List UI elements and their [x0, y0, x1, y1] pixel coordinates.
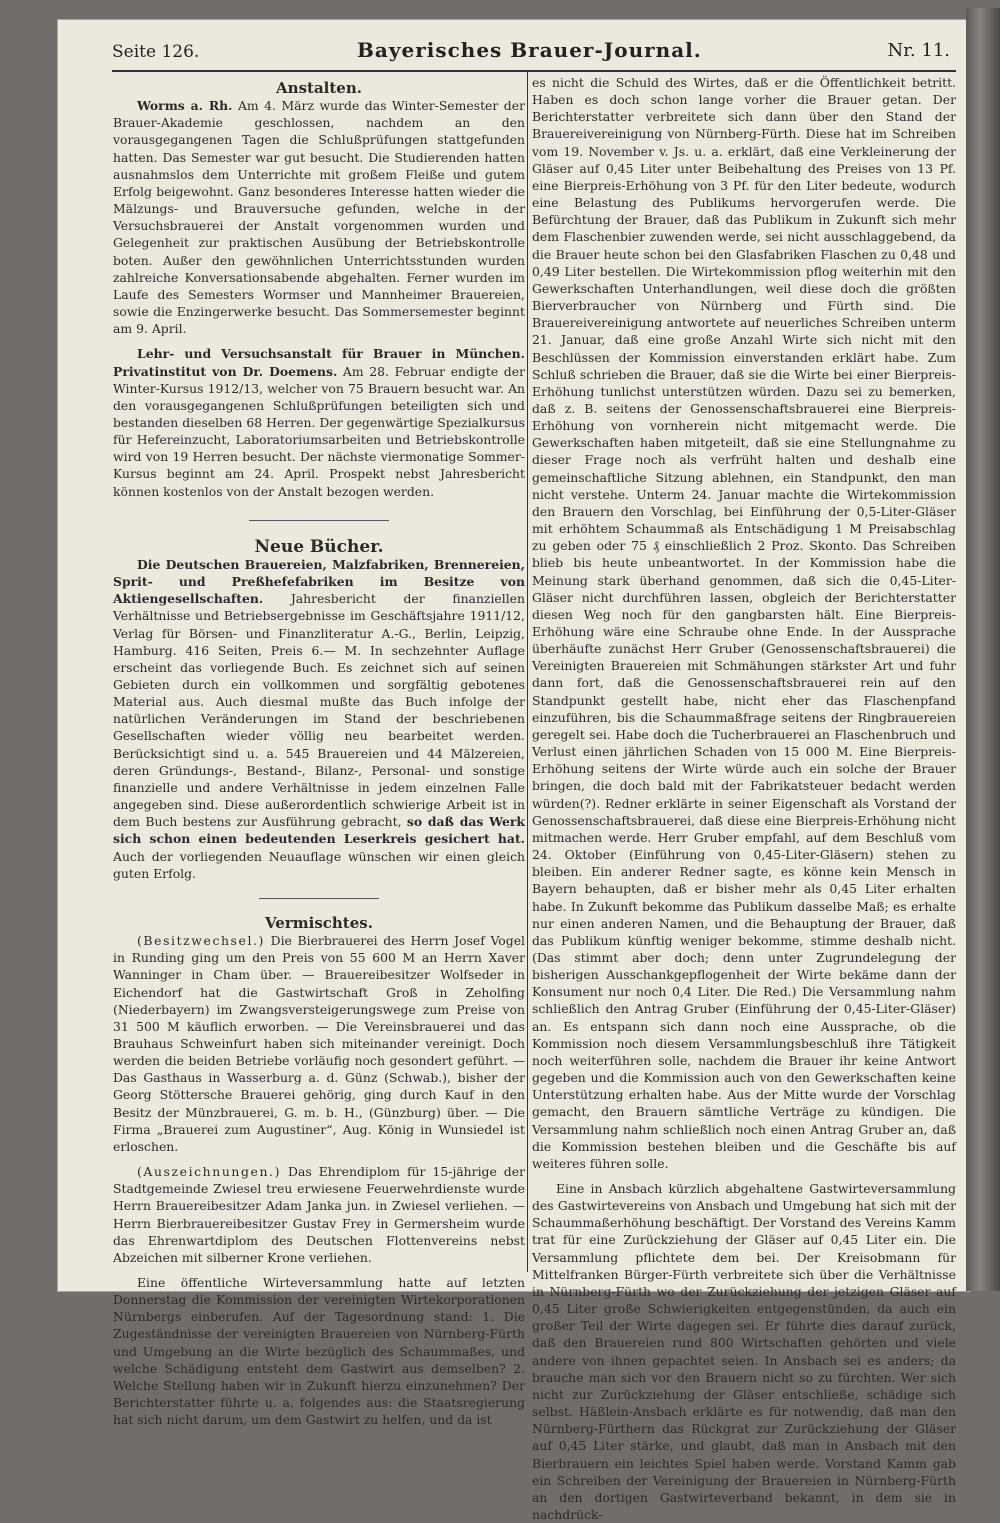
article-ansbach: Eine in Ansbach kürzlich abgehaltene Gastwirteversammlung des Gastwirtevereins von Ansbach und Umgebung hat sich mit der Schaummaßerhöhung beschäftigt. Der Vorstand des Vereins Kamm trat für eine Zurückziehung der Gläser auf 0,45 Liter ein. Die Versammlung pflichtete dem bei. Der Kreisobmann für Mittelfranken Bürger-Fürth verbreitete sich über die Verhältnisse in Nürnberg-Fürth wo der Zurückziehung der jetzigen Gläser auf 0,45 Liter große Schwierigkeiten entgegenstünden, da auch ein großer Teil der Wirte dagegen sei. Er führte dies darauf zurück, daß den Brauereien rund 800 Wirtschaften gehörten und viele andere von ihnen gepachtet seien. In Ansbach sei es anders; da brauche man sich vor den Brauern nicht so zu fürchten. Wer sich nicht zur Zurückziehung der Gläser entschließe, schädige sich selbst. Häßlein-Ansbach erklärte es für notwendig, daß man den Nürnberg-Fürthern das Rückgrat zur Zurückziehung der Gläser auf 0,45 Liter stärke, und glaubt, daß man in Ansbach mit den Bierbrauern ein leichtes Spiel haben werde. Vorstand Kamm gab ein Schreiben der Vereinigung der Brauereien in Nürnberg-Fürth an den dortigen Gastwirteverband bekannt, in dem sie in nachdrück- — [532, 1181, 956, 1522]
article-wirteversammlung: Eine öffentliche Wirteversammlung hatte auf letzten Donnerstag die Kommission der vereinigten Wirtekorporationen Nürnbergs einberufen. Auf der Tagesordnung stand: 1. Die Zugeständnisse der vereinigten Brauereien von Nürnberg-Fürth und Umgebung an die Wirte bezüglich des Schaummaßes, und welche Schädigung entsteht dem Gastwirt aus demselben? 2. Welche Stellung haben wir in Zukunft hierzu einzunehmen? Der Berichterstatter führte u. a. folgendes aus: die Staatsregierung hat sich nicht darum, um dem Gastwirt zu helfen, und da ist — [113, 1275, 525, 1428]
right-column — [532, 74, 956, 1522]
article-buecher-bold: so daß das Werk sich schon einen bedeutenden Leserkreis gesichert hat. — [113, 814, 525, 847]
article-continuation: es nicht die Schuld des Wirtes, daß er die Öffentlichkeit betritt. Haben es doch schon lange vorher die Brauer getan. Der Berichterstatter verbreitete sich dann über den Stand der Brauereivereinigung von Nürnberg-Fürth. Diese hat im Schreiben vom 19. November v. Js. u. a. erklärt, daß eine Verkleinerung der Gläser auf 0,45 Liter unter Beibehaltung des Preises von 13 Pf. eine Bierpreis-Erhöhung von 3 Pf. für den Liter bedeute, wodurch eine Belastung des Publikums hervorgerufen werde. Die Befürchtung der Brauer, daß das Publikum in Zukunft sich mehr dem Flaschenbier zuwenden werde, sei nicht ausschlaggebend, da die Brauer heute schon bei den Glasfabriken Flaschen zu 0,48 und 0,49 Liter bestellen. Die Wirtekommission pflog weiterhin mit den Gewerkschaften Unterhandlungen, weil diese doch die größten Bierverbraucher von Nürnberg und Fürth sind. Die Brauereivereinigung antwortete auf neuerliches Schreiben unterm 21. Januar, daß eine große Anzahl Wirte sich nicht mit den Beschlüssen der Kommission einverstanden erklärt habe. Zum Schluß schrieben die Brauer, daß sie die Wirte bei einer Bierpreis-Erhöhung tunlichst unterstützen würden. Dazu sei zu bemerken, daß z. B. seitens der Genossenschaftsbrauerei eine Bierpreis-Erhöhung von vornherein nicht mitgemacht werde. Die Gewerkschaften haben mitgeteilt, daß sie eine Stellungnahme zu dieser Frage noch als verfrüht halten und deshalb eine gemeinschaftliche Sitzung ablehnen, ein Standpunkt, den man nicht verstehe. Unterm 24. Januar machte die Wirtekommission den Brauern den Vorschlag, bei Einführung der 0,5-Liter-Gläser mit erhöhtem Schaummaß als Entschädigung 1 M Preisabschlag zu geben oder 75 ₰ einschließlich 2 Proz. Skonto. Das Schreiben blieb bis heute unbeantwortet. In der Kommission habe die Meinung stark überhand genommen, daß sich die 0,45-Liter-Gläser nicht durchführen lassen, obgleich der Berichterstatter diesen Weg noch für den gangbarsten hält. Eine Bierpreis-Erhöhung wäre eine Schraube ohne Ende. In der Aussprache überhäufte zunächst Herr Gruber (Genossenschaftsbrauerei) die Vereinigten Brauereien mit Schmähungen stärkster Art und fuhr dann fort, daß die Genossenschaftsbrauerei rein auf den Standpunkt gestellt habe, nicht eher das Flaschenpfand einzuführen, bis die Schaummaßfrage seitens der Ringbrauereien geregelt sei. Habe doch die Tucherbrauerei an Flaschenbruch und Verlust einen jährlichen Schaden von 15 000 M. Eine Bierpreis-Erhöhung seitens der Wirte würde auch ein solche der Brauer bringen, die doch bald mit der Fabrikatsteuer bedacht werden würden(?). Redner erklärte in seiner Eigenschaft als Vorstand der Genossenschaftsbrauerei, daß diese eine Bierpreis-Erhöhung nicht mitmachen werde. Herr Gruber empfahl, auf dem Beschluß vom 24. Oktober (Einführung von 0,45-Liter-Gläsern) stehen zu bleiben. Ein anderer Redner sagte, es könne kein Mensch in Bayern behaupten, daß er bisher mehr als 0,45 Liter erhalten habe. In Zukunft bekomme das Publikum dasselbe Maß; es erhalte nur einen anderen Namen, und die Behauptung der Brauer, daß das Publikum künftig weniger bekomme, stimme deshalb nicht. (Das stimmt aber doch; denn unter Zugrundelegung der bisherigen Ausschankgepflogenheit der Wirte bekäme dann der Konsument nur noch 0,4 Liter. Die Red.) Die Versammlung nahm schließlich den Antrag Gruber (Einführung der 0,45-Liter-Gläser) an. Es entspann sich dann noch eine Aussprache, ob die Kommission noch diesem Versammlungsbeschluß ihre Tätigkeit noch weiterführen solle, nachdem die Brauer ihr keine Antwort gegeben und die Kommission auch von den Gewerkschaften keine Unterstützung erhalten habe. Aus der Mitte wurde der Vorschlag gemacht, den Brauern sämtliche Verträge zu kündigen. Die Versammlung nahm schließlich noch einen Antrag Gruber an, daß die Kommission bestehen bleiben und die Geschäfte bis auf weiteres führen solle. — [532, 75, 956, 1171]
article-buecher — [113, 556, 525, 882]
article-buecher-lead: Die Deutschen Brauereien, Malzfabriken, Brennereien, Sprit- und Preßhefefabriken im Besitze von Aktiengesellschaften. — [113, 556, 525, 607]
article-besitzwechsel-text: Die Bierbrauerei des Herrn Josef Vogel in Runding ging um den Preis von 55 600 M an Herrn Xaver Wanninger in Cham über. — Brauereibesitzer Wolfseder in Eichendorf hat die Gastwirtschaft Groß in Zeholfing (Niederbayern) im Zwangsversteigerungswege zum Preise von 31 500 M käuflich erworben. — Die Vereinsbrauerei und das Brauhaus Schweinfurt haben sich miteinander vereinigt. Doch werden die beiden Betriebe vorläufig noch gesondert geführt. — Das Gasthaus in Wasserburg a. d. Günz (Schwab.), bisher der Georg Stöttersche Brauerei gehörig, ging durch Kauf in den Besitz der Münzbrauerei, G. m. b. H., (Günzburg) über. — Die Firma „Brauerei zum Augustiner“, Aug. König in Wunsiedel ist erloschen. — [113, 933, 525, 1154]
header-rule — [112, 70, 956, 72]
section-heading-vermischtes: Vermischtes. — [265, 913, 373, 932]
section-heading-buecher: Neue Bücher. — [254, 536, 384, 557]
section-heading-anstalten: Anstalten. — [276, 79, 362, 97]
article-buecher-text: Jahresbericht der finanziellen Verhältnisse und Betriebsergebnisse im Geschäftsjahre 1911/12, Verlag für Börsen- und Finanzliteratur A.-G., Berlin, Leipzig, Hamburg. 416 Seiten, Preis 6.— M. In sechzehnter Auflage erscheint das vorliegende Buch. Es zeichnet sich auf seinen Gebieten durch ein vollkommen und sorgfältig gebotenes Material aus. Auch diesmal mußte das Buch infolge der natürlichen Veränderungen im Stand der beschriebenen Gesellschaften wieder völlig neu bearbeitet werden. Berücksichtigt sind u. a. 545 Brauereien und 44 Mälzereien, deren Gründungs-, Bestand-, Bilanz-, Personal- und sonstige finanzielle und andere Verhältnisse in jedem einzelnen Falle angegeben sind. Diese außerordentlich schwierige Arbeit ist in dem Buch bestens zur Ausführung gebracht, — [113, 591, 525, 830]
issue-number: Nr. 11. — [887, 40, 950, 61]
column-divider — [527, 72, 528, 1272]
left-column — [113, 79, 525, 1428]
page-edge-shadow — [966, 8, 1000, 1291]
article-auszeichnungen-text: Das Ehrendiplom für 15-jährige der Stadtgemeinde Zwiesel treu erwiesene Feuerwehrdienste wurde Herrn Brauereibesitzer Adam Janka jun. in Zwiesel verliehen. — Herrn Bierbrauereibesitzer Gustav Frey in Germersheim wurde das Ehrenwartdiplom des Deutschen Flottenvereins nebst Abzeichen mit silberner Krone verliehen. — [113, 1164, 525, 1265]
page-number: Seite 126. — [112, 42, 200, 62]
running-header — [112, 36, 952, 68]
article-auszeichnungen — [113, 1163, 525, 1266]
article-doemens-text: Am 28. Februar endigte der Winter-Kursus 1912/13, welcher von 75 Brauern besucht war. An den vorausgegangenen Schlußprüfungen beteiligten sich und bestanden dieselben 68 Herren. Der gegenwärtige Spezialkursus für Hefereinzucht, Laboratoriumsarbeiten und Betriebskontrolle wird von 19 Herren besucht. Der nächste viermonatige Sommer-Kursus beginnt am 24. April. Prospekt nebst Jahresbericht können kostenlos von der Anstalt bezogen werden. — [113, 363, 525, 499]
section-separator — [259, 898, 379, 899]
section-separator — [249, 520, 389, 521]
article-doemens — [113, 345, 525, 499]
article-auszeichnungen-lead: (Auszeichnungen.) — [137, 1164, 282, 1180]
article-doemens-lead: Lehr- und Versuchsanstalt für Brauer in München. Privatinstitut von Dr. Doemens. — [113, 346, 525, 379]
article-worms — [113, 97, 525, 337]
article-besitzwechsel-lead: (Besitzwechsel.) — [137, 933, 265, 949]
article-worms-lead: Worms a. Rh. — [137, 98, 233, 114]
journal-title: Bayerisches Brauer-Journal. — [357, 38, 702, 62]
article-besitzwechsel — [113, 932, 525, 1155]
article-buecher-tail: Auch der vorliegenden Neuauflage wünschen wir einen gleich guten Erfolg. — [113, 848, 525, 881]
article-worms-text: Am 4. März wurde das Winter-Semester der Brauer-Akademie geschlossen, nachdem an den vorausgegangenen Tagen die Schlußprüfungen stattgefunden hatten. Das Semester war gut besucht. Die Studierenden hatten ausnahmslos dem Unterrichte mit großem Fleiße und gutem Erfolg beigewohnt. Ganz besonderes Interesse hatten wieder die Mälzungs- und Brauversuche gefunden, welche in der Versuchsbrauerei der Anstalt vorgenommen wurden und Gelegenheit zur praktischen Ausübung der Betriebskontrolle boten. Außer den gewöhnlichen Unterrichtsstunden wurden zahlreiche Konversationsabende abgehalten. Ferner wurden im Laufe des Semesters Wormser und Mannheimer Brauereien, sowie die Enzingerwerke besucht. Das Sommersemester beginnt am 9. April. — [113, 98, 525, 337]
